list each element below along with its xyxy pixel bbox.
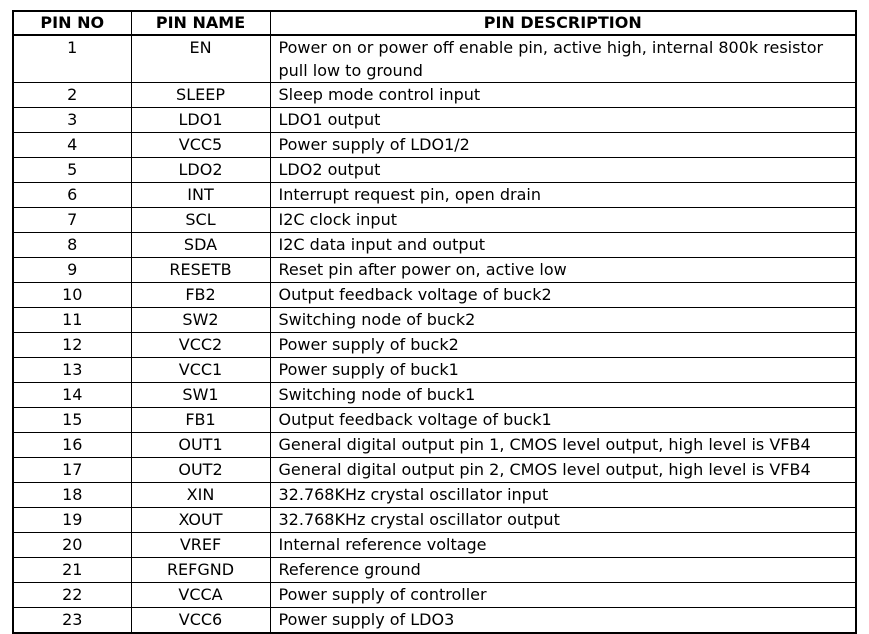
header-pin-name: PIN NAME	[131, 11, 270, 35]
pin-name-cell: XOUT	[131, 508, 270, 533]
pin-description-cell: Sleep mode control input	[270, 83, 856, 108]
pin-description-cell: I2C clock input	[270, 208, 856, 233]
table-row	[13, 83, 856, 108]
table-row	[13, 208, 856, 233]
pin-number-cell: 20	[13, 533, 131, 558]
pin-number-cell: 4	[13, 133, 131, 158]
pin-name-cell: VCCA	[131, 583, 270, 608]
pin-number-cell: 3	[13, 108, 131, 133]
pin-name-cell: VCC5	[131, 133, 270, 158]
table-row	[13, 133, 856, 158]
table-row	[13, 308, 856, 333]
table-body	[13, 35, 856, 633]
pin-number-cell: 13	[13, 358, 131, 383]
pin-number-cell: 14	[13, 383, 131, 408]
pin-number-cell: 10	[13, 283, 131, 308]
pin-description-cell: Power supply of buck2	[270, 333, 856, 358]
pin-number-cell: 6	[13, 183, 131, 208]
pin-name-cell: SDA	[131, 233, 270, 258]
pin-description-cell: LDO2 output	[270, 158, 856, 183]
pin-name-cell: REFGND	[131, 558, 270, 583]
pin-name-cell: SW2	[131, 308, 270, 333]
pin-number-cell: 19	[13, 508, 131, 533]
pin-number-cell: 12	[13, 333, 131, 358]
pin-description-cell: Reference ground	[270, 558, 856, 583]
table-row	[13, 283, 856, 308]
pin-description-cell: Power on or power off enable pin, active high, internal 800k resistor pull low to ground	[270, 35, 856, 83]
pin-number-cell: 5	[13, 158, 131, 183]
pin-number-cell: 15	[13, 408, 131, 433]
table-row	[13, 233, 856, 258]
pin-description-cell: General digital output pin 2, CMOS level output, high level is VFB4	[270, 458, 856, 483]
table-row	[13, 458, 856, 483]
pin-number-cell: 21	[13, 558, 131, 583]
table-row	[13, 583, 856, 608]
pin-description-cell: Power supply of buck1	[270, 358, 856, 383]
header-pin-no: PIN NO	[13, 11, 131, 35]
pin-name-cell: VCC6	[131, 608, 270, 634]
table-row	[13, 533, 856, 558]
pin-number-cell: 11	[13, 308, 131, 333]
pin-name-cell: SCL	[131, 208, 270, 233]
pin-description-cell: Power supply of controller	[270, 583, 856, 608]
pin-number-cell: 23	[13, 608, 131, 634]
pin-description-cell: Power supply of LDO1/2	[270, 133, 856, 158]
pin-name-cell: VCC2	[131, 333, 270, 358]
table-row	[13, 383, 856, 408]
pin-name-cell: SLEEP	[131, 83, 270, 108]
pin-description-cell: Switching node of buck1	[270, 383, 856, 408]
pin-description-cell: LDO1 output	[270, 108, 856, 133]
pin-name-cell: INT	[131, 183, 270, 208]
pin-name-cell: VCC1	[131, 358, 270, 383]
header-pin-description: PIN DESCRIPTION	[270, 11, 856, 35]
pin-description-cell: Power supply of LDO3	[270, 608, 856, 634]
table-row	[13, 258, 856, 283]
pin-number-cell: 22	[13, 583, 131, 608]
table-row	[13, 483, 856, 508]
table-row	[13, 108, 856, 133]
pin-description-cell: Switching node of buck2	[270, 308, 856, 333]
pin-name-cell: VREF	[131, 533, 270, 558]
pin-number-cell: 18	[13, 483, 131, 508]
pin-name-cell: FB1	[131, 408, 270, 433]
pin-name-cell: OUT2	[131, 458, 270, 483]
pin-description-cell: General digital output pin 1, CMOS level output, high level is VFB4	[270, 433, 856, 458]
table-row	[13, 433, 856, 458]
pin-description-cell: I2C data input and output	[270, 233, 856, 258]
pin-name-cell: OUT1	[131, 433, 270, 458]
table-row	[13, 158, 856, 183]
pin-number-cell: 8	[13, 233, 131, 258]
pin-description-cell: Reset pin after power on, active low	[270, 258, 856, 283]
pin-name-cell: EN	[131, 35, 270, 83]
pin-description-cell: Output feedback voltage of buck2	[270, 283, 856, 308]
table-row	[13, 183, 856, 208]
pin-name-cell: LDO2	[131, 158, 270, 183]
table-row	[13, 558, 856, 583]
pin-name-cell: SW1	[131, 383, 270, 408]
table-row	[13, 408, 856, 433]
pin-number-cell: 9	[13, 258, 131, 283]
pin-number-cell: 7	[13, 208, 131, 233]
table-row	[13, 35, 856, 83]
table-row	[13, 508, 856, 533]
table-row	[13, 333, 856, 358]
pin-number-cell: 16	[13, 433, 131, 458]
table-row	[13, 608, 856, 634]
pin-description-cell: 32.768KHz crystal oscillator input	[270, 483, 856, 508]
pin-name-cell: XIN	[131, 483, 270, 508]
pin-name-cell: LDO1	[131, 108, 270, 133]
pin-name-cell: FB2	[131, 283, 270, 308]
pin-description-cell: Output feedback voltage of buck1	[270, 408, 856, 433]
pin-number-cell: 2	[13, 83, 131, 108]
pin-description-cell: 32.768KHz crystal oscillator output	[270, 508, 856, 533]
table-row	[13, 358, 856, 383]
table-header-row	[13, 11, 856, 35]
pin-description-cell: Internal reference voltage	[270, 533, 856, 558]
pin-name-cell: RESETB	[131, 258, 270, 283]
pin-number-cell: 17	[13, 458, 131, 483]
pin-description-table	[12, 10, 857, 634]
pin-description-cell: Interrupt request pin, open drain	[270, 183, 856, 208]
pin-number-cell: 1	[13, 35, 131, 83]
